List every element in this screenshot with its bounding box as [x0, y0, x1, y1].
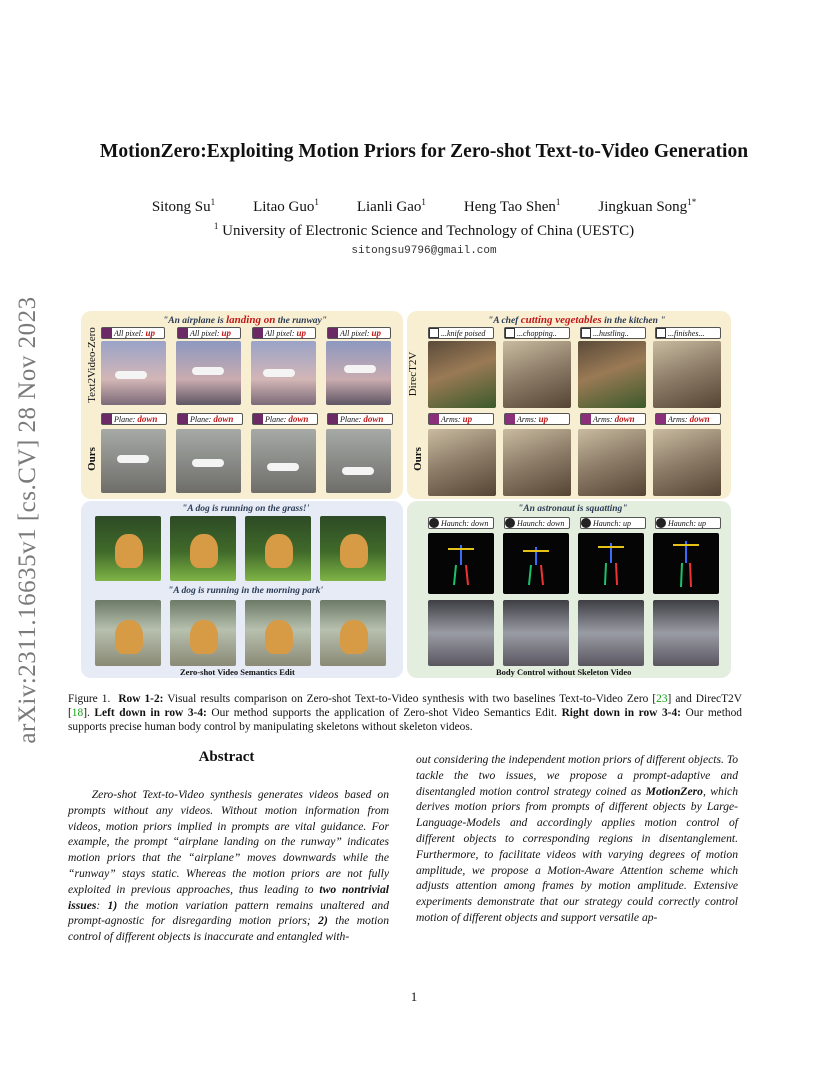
- abstract-left-column: Zero-shot Text-to-Video synthesis generates videos based on prompts without any videos. Without motion information from videos, motion priors implied in prompts are vital guidance. For example, the prompt “airplane landing on the runway” indicates motion priors that the “airplane” moves downwards while the “runway” stays static. Whereas the motion priors are not fully exploited in previous approaches, thus leading to two nontrivial issues: 1) the motion variation pattern remains unaltered and prompt-agnostic for disregarding motion priors; 2) the motion control of different objects is inaccurate and entangled with-: [68, 788, 390, 944]
- prompt-astronaut: "An astronaut is squatting": [518, 504, 628, 514]
- motion-tag: All pixel: up: [177, 327, 241, 339]
- arxiv-id: arXiv:2311.16635v1 [cs.CV] 28 Nov 2023: [14, 296, 41, 744]
- prompt-tag: ...hustling..: [580, 327, 646, 339]
- prompt-tag: ...knife poised: [428, 327, 494, 339]
- video-frame: [326, 341, 391, 405]
- plane-icon: [328, 414, 338, 424]
- author-list: [60, 197, 788, 216]
- citation-link[interactable]: 18: [71, 707, 84, 719]
- skeleton-icon: [428, 533, 494, 594]
- video-frame: [101, 429, 166, 493]
- person-icon: [505, 414, 515, 424]
- motion-tag: All pixel: up: [101, 327, 165, 339]
- video-frame: [503, 600, 569, 666]
- motion-tag: Plane: down: [252, 413, 318, 425]
- prompt-dog-park: "A dog is running in the morning park': [168, 586, 323, 596]
- prompt-chef: "A chef cutting vegetables in the kitchen ": [488, 314, 666, 326]
- citation-link[interactable]: 23: [656, 693, 668, 705]
- author: Heng Tao Shen$^1$: [463, 197, 561, 215]
- author: Lianli Gao$^1$: [356, 197, 426, 215]
- skeleton-icon: [503, 533, 569, 594]
- openai-icon: [656, 518, 666, 528]
- video-frame: [578, 341, 646, 408]
- video-frame: [101, 341, 166, 405]
- openai-icon: [505, 518, 515, 528]
- motion-tag: Haunch: down: [428, 517, 494, 529]
- document-icon: [505, 328, 515, 338]
- skeleton-frame: [578, 533, 644, 594]
- motion-tag: Arms: up: [504, 413, 570, 425]
- video-frame: [170, 600, 236, 666]
- video-frame: [653, 429, 721, 496]
- video-frame: [578, 429, 646, 496]
- motion-tag: Plane: down: [101, 413, 167, 425]
- motion-tag: Haunch: up: [655, 517, 721, 529]
- page-number: 1: [410, 989, 418, 1004]
- pixel-icon: [178, 328, 188, 338]
- motion-tag: All pixel: up: [252, 327, 316, 339]
- paper-title: MotionZero:Exploiting Motion Priors for Zero-shot Text-to-Video Generation: [99, 141, 749, 162]
- prompt-airplane: "An airplane is landing on the runway": [163, 314, 328, 326]
- panel-caption: Zero-shot Video Semantics Edit: [180, 667, 295, 677]
- plane-icon: [102, 414, 112, 424]
- skeleton-icon: [653, 533, 719, 594]
- video-frame: [176, 429, 241, 493]
- video-frame: [503, 429, 571, 496]
- row-label-ours: Ours: [86, 447, 98, 471]
- row-label-text2video-zero: Text2Video-Zero: [86, 327, 98, 403]
- row-label-ours: Ours: [412, 447, 424, 471]
- motion-tag: Plane: down: [177, 413, 243, 425]
- person-icon: [429, 414, 439, 424]
- pixel-icon: [253, 328, 263, 338]
- document-icon: [581, 328, 591, 338]
- video-frame: [428, 429, 496, 496]
- arxiv-stamp: [6, 280, 50, 760]
- openai-icon: [429, 518, 439, 528]
- pixel-icon: [102, 328, 112, 338]
- figure-caption: Figure 1. Row 1-2: Visual results comparison on Zero-shot Text-to-Video synthesis with two baselines Text-to-Video Zero [23] and DirecT2V [18]. Left down in row 3-4: Our method supports the application of Zero-shot Video Semantics Edit. Right down in row 3-4: Our method supports precise human body control by manipulating skeletons without skeleton videos.: [68, 693, 742, 733]
- motion-tag: Haunch: down: [504, 517, 570, 529]
- person-icon: [656, 414, 666, 424]
- video-frame: [170, 516, 236, 581]
- video-frame: [503, 341, 571, 408]
- skeleton-frame: [653, 533, 719, 594]
- abstract-heading: Abstract: [198, 749, 255, 765]
- video-frame: [428, 341, 496, 408]
- video-frame: [251, 341, 316, 405]
- skeleton-icon: [578, 533, 644, 594]
- motion-tag: Haunch: up: [580, 517, 646, 529]
- abstract-right-column: out considering the independent motion priors of different objects. To tackle the two issues, we propose a prompt-adaptive and disentangled motion control strategy coined as MotionZero, which derives motion priors from prompts of different objects by Large-Language-Models and accordingly applies motion control of different objects to corresponding regions in disentanglement. Furthermore, to facilitate videos with varying degrees of motion amplitude, we propose a Motion-Aware Attention scheme which adjusts attention among frames by motion amplitude. Extensive experiments demonstrate that our strategy could correctly control motion of different objects and support versatile ap-: [416, 753, 739, 924]
- motion-tag: Arms: down: [655, 413, 721, 425]
- skeleton-frame: [503, 533, 569, 594]
- openai-icon: [581, 518, 591, 528]
- plane-icon: [178, 414, 188, 424]
- author: Jingkuan Song$^{1*}$: [598, 197, 697, 215]
- video-frame: [428, 600, 494, 666]
- prompt-tag: ...finishes...: [655, 327, 721, 339]
- affiliation: $^1$ University of Electronic Science and Technology of China (UESTC): [213, 221, 635, 239]
- video-frame: [653, 600, 719, 666]
- video-frame: [245, 600, 311, 666]
- video-frame: [326, 429, 391, 493]
- video-frame: [320, 600, 386, 666]
- document-icon: [429, 328, 439, 338]
- author: Sitong Su$^1$: [151, 197, 216, 215]
- pixel-icon: [328, 328, 338, 338]
- plane-icon: [253, 414, 263, 424]
- video-frame: [251, 429, 316, 493]
- video-frame: [95, 600, 161, 666]
- skeleton-frame: [428, 533, 494, 594]
- author-email: sitongsu9796@gmail.com: [351, 245, 497, 257]
- author: Litao Guo$^1$: [253, 197, 319, 215]
- video-frame: [176, 341, 241, 405]
- motion-tag: All pixel: up: [327, 327, 391, 339]
- motion-tag: Plane: down: [327, 413, 393, 425]
- video-frame: [578, 600, 644, 666]
- row-label-direct2v: DirecT2V: [407, 351, 419, 397]
- document-icon: [656, 328, 666, 338]
- motion-tag: Arms: up: [428, 413, 494, 425]
- prompt-dog-grass: "A dog is running on the grass!': [182, 504, 310, 514]
- person-icon: [581, 414, 591, 424]
- video-frame: [653, 341, 721, 408]
- panel-caption: Body Control without Skeleton Video: [496, 667, 632, 677]
- video-frame: [95, 516, 161, 581]
- motion-tag: Arms: down: [580, 413, 646, 425]
- prompt-tag: ...chopping..: [504, 327, 570, 339]
- video-frame: [245, 516, 311, 581]
- video-frame: [320, 516, 386, 581]
